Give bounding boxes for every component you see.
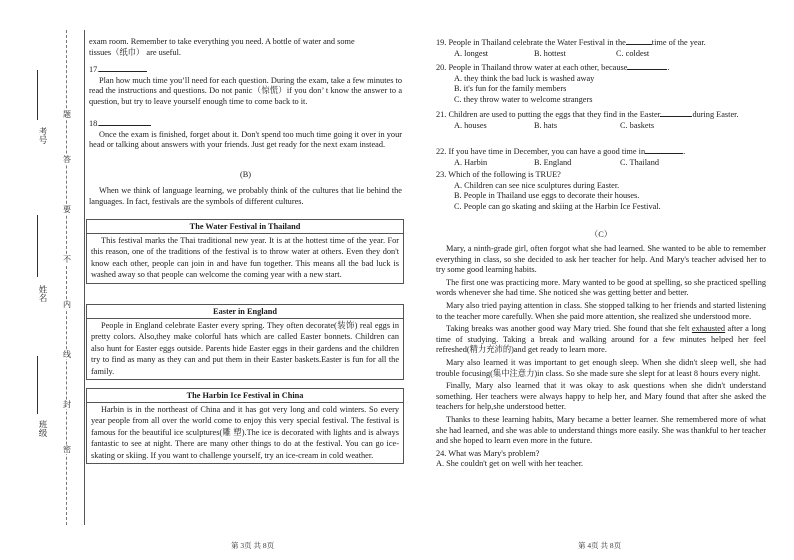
question-20	[436, 62, 766, 105]
class-blank[interactable]	[37, 356, 38, 414]
passage-paragraph: Mary also tried paying attention in class. She stopped talking to her friends and started listening to the teacher more carefully. When she paid more attention, she realized she understood more.	[436, 300, 766, 321]
festival-body: This festival marks the Thai traditional new year. It is at the hottest time of the year. For this reason, one of the traditions of the festival is to throw water at others. Even they don't know each other, people can join in and have fun together. This means all the bad luck is washed away so that people can welcome the coming year with a new start.	[91, 236, 399, 280]
passage-text: Taking breaks was another good way Mary tried. She found that she felt	[446, 324, 692, 334]
option-c[interactable]: C. Thailand	[620, 157, 660, 167]
passage-paragraph	[436, 324, 766, 356]
seal-char: 答	[63, 155, 71, 164]
student-name-blank[interactable]	[37, 215, 38, 277]
option-b[interactable]: B. England	[534, 157, 572, 167]
left-intro	[89, 37, 402, 58]
page-footer-right: 第 4页 共 8页	[578, 541, 622, 550]
question-stem: 19. People in Thailand celebrate the Water Festival in the	[436, 38, 626, 47]
answer-blank-21[interactable]	[660, 109, 692, 117]
option-a[interactable]: A. houses	[454, 120, 487, 130]
question-21	[436, 109, 766, 131]
option-c[interactable]: C. coldest	[616, 48, 650, 58]
festival-title: The Water Festival in Thailand	[87, 220, 403, 234]
seal-char: 线	[63, 350, 71, 359]
passage-paragraph: Thanks to these learning habits, Mary became a better learner. She remembered more of what she had learned, and she was able to understand things more easily. She was thankful to her teacher and she hoped to learn even more in the future.	[436, 414, 766, 446]
option-c[interactable]: C. People can go skating and skiing at the Harbin Ice Festival.	[454, 201, 661, 211]
answer-blank-17[interactable]	[99, 64, 147, 72]
exam-id-blank[interactable]	[37, 70, 38, 120]
passage-paragraph: Mary, a ninth-grade girl, often forgot what she had learned. She wanted to be able to remember everything in class, so she decided to ask her teacher for help. And Mary's teacher advised her to try some good learning habits.	[436, 244, 766, 275]
option-b[interactable]: B. hats	[534, 120, 558, 130]
question-stem: .	[683, 147, 686, 156]
section-b-intro: When we think of language learning, we probably think of the cultures that lie behind the languages. In fact, festivals are the symbols of different cultures.	[89, 186, 402, 206]
question-stem: .	[667, 63, 670, 72]
passage-paragraph: Finally, Mary also learned that it was okay to ask questions when she didn't understand something. Her teachers were always happy to help her, and Mary found that after she asked the teachers for help,she understood better.	[436, 381, 766, 412]
question-19	[436, 37, 766, 59]
item-text: Once the exam is finished, forget about it. Don't spend too much time going it over in your head or talking about answers with your friends. Just get ready for the next exam instead.	[89, 129, 402, 150]
festival-box-harbin	[86, 388, 404, 464]
answer-blank-18[interactable]	[99, 118, 151, 126]
festival-body: People in England celebrate Easter every spring. They often decorate(装饰) real eggs in pretty colors. Also,they make colorful hats which are called Easter bonnets. Children can also hunt for Easter eggs outside. Parents hide Easter eggs in their gardens and the children try to find as many as they can and put them in their Easter baskets.Easter is fun for all the family.	[91, 321, 399, 376]
option-a[interactable]: A. Harbin	[454, 157, 488, 167]
answer-blank-22[interactable]	[645, 146, 686, 156]
festival-title: Easter in England	[87, 305, 403, 319]
festival-box-water	[86, 219, 404, 284]
question-22	[436, 146, 766, 168]
section-b-label: (B)	[239, 170, 252, 179]
option-b[interactable]: B. People in Thailand use eggs to decorate their houses.	[454, 191, 640, 201]
festival-title: The Harbin Ice Festival in China	[87, 389, 403, 403]
item-number: 18.	[89, 119, 100, 128]
question-stem: 23. Which of the following is TRUE?	[436, 170, 561, 179]
page-footer-left: 第 3页 共 8页	[231, 541, 275, 550]
passage-text: after a long time of studying. Taking a break and walking around for a few minutes helped her feel refreshed(精力充沛的)and get ready to learn more.	[436, 324, 766, 355]
question-stem: 21. Children are used to putting the eggs that they find in the Easter	[436, 110, 661, 119]
question-24-stem: 24. What was Mary's problem?	[436, 448, 540, 458]
answer-blank-19[interactable]	[626, 37, 652, 45]
question-23	[436, 170, 766, 212]
item-text: Plan how much time you’ll need for each question. During the exam, take a few minutes to read the instructions and questions. Do not panic（惊慌）if you don’ t know the answer to a question, but try to leave yourself enough time to come back to it.	[89, 75, 402, 106]
option-b[interactable]: B. hottest	[534, 48, 566, 58]
option-a[interactable]: A. they think the bad luck is washed away	[454, 73, 595, 83]
festival-box-easter	[86, 304, 404, 380]
passage-paragraph: Mary also learned it was important to get enough sleep. When she didn't sleep well, she had trouble focusing(集中注意力)in class. So she made sure she slept for at least 8 hours every night.	[436, 357, 766, 378]
intro-line: tissues（纸巾） are useful.	[89, 47, 181, 57]
item-17	[89, 64, 402, 107]
exam-id-label: 考号	[38, 127, 48, 144]
seal-char: 封	[63, 400, 71, 409]
underlined-word: exhausted	[691, 324, 726, 334]
seal-char: 题	[63, 110, 71, 119]
intro-line: exam room. Remember to take everything you need. A bottle of water and some	[89, 37, 355, 46]
option-c[interactable]: C. they throw water to welcome strangers	[454, 94, 593, 104]
item-number: 17.	[89, 65, 100, 74]
seal-char: 内	[63, 300, 71, 309]
binding-solid-line	[84, 30, 85, 525]
question-stem: 22. If you have time in December, you can have a good time in	[436, 147, 646, 156]
option-c[interactable]: C. baskets	[620, 120, 655, 130]
item-18	[89, 118, 402, 151]
option-b[interactable]: B. it's fun for the family members	[454, 84, 567, 94]
passage-paragraph: The first one was practicing more. Mary wanted to be good at spelling, so she practiced spelling words whenever she had time. She noticed she was getting better and better.	[436, 277, 766, 298]
answer-blank-20[interactable]	[627, 62, 670, 72]
seal-char: 要	[63, 205, 71, 214]
option-a[interactable]: A. She couldn't get on well with her teacher.	[436, 459, 584, 469]
festival-body: Harbin is in the northeast of China and it has got very long and cold winters. So every year people from all over the world come to enjoy this very special festival. The festival is famous for the beautiful ice sculptures(雕 塑).The ice is decorated with lights and is always fantastic to see at night. There are many other things to do at the festival. You can go ice-skating or skiing. If you want to challenge yourself, try an ice-cream in cold weather.	[91, 405, 399, 460]
option-a[interactable]: A. longest	[454, 48, 489, 58]
option-a[interactable]: A. Children can see nice sculptures during Easter.	[454, 180, 620, 190]
question-stem: 20. People in Thailand throw water at each other, because	[436, 63, 628, 72]
class-label: 班级	[38, 420, 48, 437]
section-c-label: （C）	[589, 230, 613, 239]
seal-char: 不	[63, 255, 71, 264]
student-name-label: 姓名	[38, 285, 48, 302]
question-stem: time of the year.	[651, 38, 706, 47]
passage-c	[436, 244, 766, 470]
seal-char: 密	[63, 445, 71, 454]
question-stem: during Easter.	[692, 110, 739, 119]
